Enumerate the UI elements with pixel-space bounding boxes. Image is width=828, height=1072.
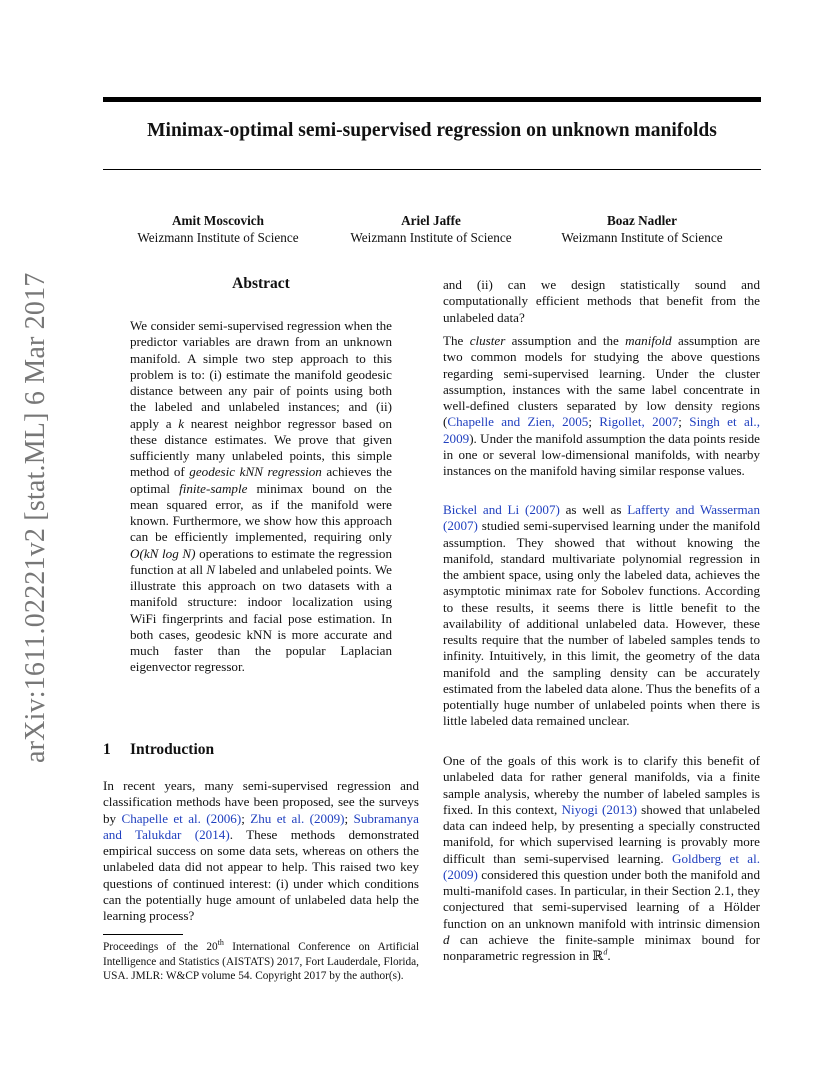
citation-link[interactable]: Lafferty and Wasserman: [627, 502, 761, 517]
author-affiliation: Weizmann Institute of Science: [350, 230, 512, 245]
intro-paragraph-1: In recent years, many semi-supervised regression and classification methods have been proposed, see the surveys by Chapelle et al. (2006); Zhu et al. (2009); Subramanya and Talukdar (2014). These methods demonstrated empirical success on some data sets, whereas on others the unlabeled data did not appear to help. This raised two key questions of continued interest: (i) under which conditions can the potentially huge amount of unlabeled data help the learning process?: [103, 778, 419, 923]
citation-link[interactable]: Chapelle and Zien, 2005: [447, 414, 589, 430]
section-heading-introduction: [103, 741, 423, 759]
right-paragraph-1: and (ii) can we design statistically sound and computationally efficient methods that benefit from the unlabeled data?: [443, 277, 760, 325]
author-name: Boaz Nadler: [607, 213, 677, 228]
abstract-text: We consider semi-supervised regression when the predictor variables are drawn from an unknown manifold. A simple two step approach to this problem is to: (i) estimate the manifold geodesic distance between any pair of points using both the labeled and unlabeled instances; and (ii) apply a k nearest neighbor regressor based on these distance estimates. We prove that given sufficiently many unlabeled points, this simple method of geodesic kNN regression achieves the optimal finite-sample minimax bound on the mean squared error, as if the manifold were known. Furthermore, we show how this approach can be efficiently implemented, requiring only O(kN log N) operations to estimate the regression function at all N labeled and unlabeled points. We illustrate this approach on two datasets with a manifold structure: indoor localization using WiFi fingerprints and facial pose estimation. In both cases, geodesic kNN is more accurate and much faster than the popular Laplacian eigenvector regressor.: [130, 318, 392, 675]
footnote: Proceedings of the 20th International Conference on Artificial Intelligence and Statistics (AISTATS) 2017, Fort Lauderdale, Florida, USA. JMLR: W&CP volume 54. Copyright 2017 by the author(s).: [103, 938, 420, 983]
citation-link[interactable]: Subramanya and Talukdar: [103, 810, 419, 842]
abstract-heading: Abstract: [232, 275, 290, 292]
right-paragraph-2: The cluster assumption and the manifold assumption are two common models for studying the above questions regarding semi-supervised learning. Under the cluster assumption, instances with the same label concentrate in well-defined clusters separated by low density regions (Chapelle and Zien, 2005; Rigollet, 2007; Singh et al., 2009). Under the manifold assumption the data points reside in one or several low-dimensional manifolds, with nearby instances on the manifold having similar response values.: [443, 333, 760, 478]
author-block-1: [108, 212, 328, 246]
author-affiliation: Weizmann Institute of Science: [137, 230, 299, 245]
citation-link[interactable]: (2009): [309, 810, 345, 826]
citation-link[interactable]: (2006): [206, 810, 242, 826]
citation-link[interactable]: Bickel and Li: [443, 502, 520, 517]
right-paragraph-3: Bickel and Li (2007) as well as Lafferty and Wasserman (2007) studied semi-supervised learning under the manifold assumption. They showed that without knowing the manifold, standard multivariate polynomial regression in the ambient space, using only the labeled data, achieves the asymptotic minimax rate for Sobolev functions. According to these results, it seems there is little benefit to the availability of additional unlabeled data. However, these results require that the number of labeled samples tends to infinity. Intuitively, in this limit, the geometry of the data manifold and the sampling density can be accurately estimated from the labeled data alone. Thus the benefits of a potentially huge number of unlabeled points when there is little labeled data remained unclear.: [443, 502, 761, 729]
citation-link[interactable]: (2009): [443, 866, 478, 882]
citation-link[interactable]: Niyogi: [561, 801, 598, 817]
title-rule-top: [103, 97, 761, 102]
right-paragraph-4: One of the goals of this work is to clarify this benefit of unlabeled data for rather general manifolds, via a finite sample analysis, whereby the number of labeled samples is fixed. In this context, Niyogi (2013) showed that unlabeled data can indeed help, by presenting a specially constructed manifold, for which supervised learning is provably more difficult than semi-supervised learning. Goldberg et al. (2009) considered this question under both the manifold and multi-manifold cases. In particular, in their Section 2.1, they conjectured that semi-supervised learning of a Hölder function on an unknown manifold with intrinsic dimension d can achieve the finite-sample minimax bound for nonparametric regression in ℝ$^d$.: [443, 753, 761, 963]
citation-link[interactable]: (2007): [443, 518, 478, 534]
citation-link[interactable]: Chapelle et al.: [121, 810, 201, 826]
section-number: 1: [103, 741, 111, 758]
author-affiliation: Weizmann Institute of Science: [561, 230, 723, 245]
citation-link[interactable]: (2007): [524, 502, 560, 517]
citation-link[interactable]: Zhu et al.: [250, 810, 305, 826]
section-title: Introduction: [130, 741, 215, 758]
paper-title: Minimax-optimal semi-supervised regression on unknown manifolds: [147, 120, 717, 141]
arxiv-stamp: arXiv:1611.02221v2 [stat.ML] 6 Mar 2017: [20, 272, 51, 763]
title-rule-bottom: [103, 169, 761, 170]
citation-link[interactable]: Goldberg et al.: [672, 850, 761, 866]
author-name: Ariel Jaffe: [401, 213, 461, 228]
author-block-2: [321, 212, 541, 246]
citation-link[interactable]: Rigollet, 2007: [599, 414, 679, 430]
citation-link[interactable]: (2014): [194, 826, 230, 842]
author-name: Amit Moscovich: [172, 213, 264, 228]
author-block-3: [532, 212, 752, 246]
footnote-rule: [103, 934, 183, 935]
citation-link[interactable]: (2013): [602, 801, 637, 817]
citation-link[interactable]: Singh et al., 2009: [443, 414, 760, 446]
